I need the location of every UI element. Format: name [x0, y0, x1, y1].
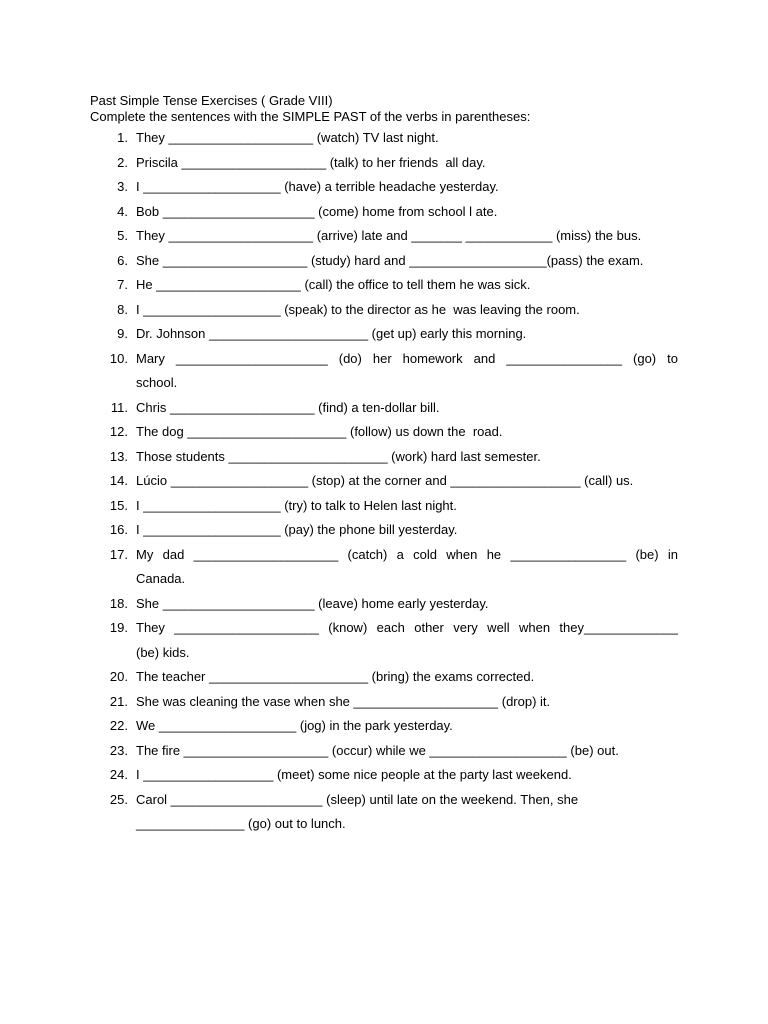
- exercise-number: 14.: [109, 473, 128, 488]
- exercise-line: She _____________________ (leave) home early yesterday.: [136, 595, 489, 611]
- exercise-number: 2.: [117, 154, 128, 170]
- exercise-number: 11.: [110, 399, 128, 415]
- exercise-item: [90, 616, 678, 665]
- exercise-line: Chris ____________________ (find) a ten-dollar bill.: [136, 399, 440, 415]
- exercise-item: [90, 420, 678, 445]
- exercise-item: [90, 249, 678, 274]
- exercise-line: Those students ______________________ (work) hard last semester.: [136, 448, 541, 464]
- exercise-number: 10.: [109, 350, 128, 366]
- exercise-line: school.: [136, 375, 178, 390]
- exercise-number: 24.: [109, 767, 128, 782]
- exercise-line: They ____________________ (arrive) late and _______ ____________ (miss) the bus.: [136, 228, 642, 243]
- exercise-item: [90, 494, 678, 519]
- exercise-number: 20.: [109, 669, 128, 684]
- exercise-item: [90, 298, 678, 323]
- exercise-text: [136, 273, 678, 298]
- exercise-number: 4.: [117, 203, 128, 219]
- exercise-text: [136, 592, 678, 617]
- exercise-number: 22.: [109, 718, 128, 733]
- exercise-item: [90, 200, 678, 225]
- exercise-item: [90, 665, 678, 690]
- exercise-item: [90, 445, 678, 470]
- exercise-text: [136, 420, 678, 445]
- exercise-number: 7.: [117, 277, 128, 292]
- exercise-item: [90, 224, 678, 249]
- exercise-line: They ____________________ (watch) TV last night.: [136, 130, 439, 145]
- exercise-line: Lúcio ___________________ (stop) at the corner and __________________ (call) us.: [136, 473, 634, 488]
- exercise-item: [90, 175, 678, 200]
- exercise-text: [136, 347, 678, 396]
- exercise-line: Bob _____________________ (come) home from school l ate.: [136, 203, 498, 219]
- exercise-text: [136, 126, 678, 151]
- exercise-line: (be) kids.: [136, 644, 190, 660]
- exercise-line: Mary _____________________ (do) her homework and ________________ (go) to: [136, 350, 678, 366]
- exercise-number: 3.: [117, 179, 128, 194]
- exercise-number: 19.: [109, 620, 128, 635]
- exercise-text: [136, 518, 678, 543]
- exercise-number: 6.: [117, 252, 128, 268]
- exercise-line: I ___________________ (try) to talk to Helen last night.: [136, 497, 457, 513]
- exercise-list: [90, 126, 678, 837]
- exercise-line: I ___________________ (pay) the phone bill yesterday.: [136, 522, 458, 537]
- exercise-text: [136, 788, 678, 837]
- exercise-item: [90, 592, 678, 617]
- worksheet-instructions: Complete the sentences with the SIMPLE PAST of the verbs in parentheses:: [90, 109, 531, 124]
- exercise-number: 1.: [117, 130, 128, 145]
- exercise-item: [90, 739, 678, 764]
- exercise-line: She ____________________ (study) hard and ___________________(pass) the exam.: [136, 252, 644, 268]
- exercise-item: [90, 469, 678, 494]
- exercise-text: [136, 690, 678, 715]
- exercise-line: Carol _____________________ (sleep) until late on the weekend. Then, she: [136, 791, 579, 807]
- exercise-text: [136, 714, 678, 739]
- exercise-line: Canada.: [136, 571, 186, 586]
- worksheet-header: [90, 93, 690, 125]
- exercise-number: 16.: [109, 522, 128, 537]
- exercise-text: [136, 469, 678, 494]
- exercise-line: The fire ____________________ (occur) while we ___________________ (be) out.: [136, 742, 619, 758]
- exercise-item: [90, 126, 678, 151]
- exercise-item: [90, 690, 678, 715]
- exercise-number: 12.: [109, 424, 128, 439]
- exercise-number: 18.: [109, 595, 128, 611]
- exercise-line: I __________________ (meet) some nice people at the party last weekend.: [136, 767, 572, 782]
- exercise-item: [90, 347, 678, 396]
- exercise-number: 17.: [109, 546, 128, 562]
- exercise-number: 13.: [109, 448, 128, 464]
- exercise-item: [90, 763, 678, 788]
- exercise-text: [136, 396, 678, 421]
- exercise-number: 25.: [109, 791, 128, 807]
- exercise-number: 21.: [109, 693, 128, 709]
- exercise-text: [136, 445, 678, 470]
- exercise-line: They ____________________ (know) each other very well when they_____________: [136, 620, 678, 635]
- exercise-text: [136, 322, 678, 347]
- exercise-item: [90, 714, 678, 739]
- exercise-number: 5.: [117, 228, 128, 243]
- exercise-item: [90, 396, 678, 421]
- exercise-text: [136, 249, 678, 274]
- exercise-item: [90, 788, 678, 837]
- exercise-line: _______________ (go) out to lunch.: [136, 816, 346, 831]
- exercise-number: 15.: [109, 497, 128, 513]
- exercise-item: [90, 518, 678, 543]
- exercise-line: He ____________________ (call) the office to tell them he was sick.: [136, 277, 531, 292]
- exercise-line: I ___________________ (have) a terrible headache yesterday.: [136, 179, 499, 194]
- exercise-line: The dog ______________________ (follow) us down the road.: [136, 424, 503, 439]
- exercise-text: [136, 739, 678, 764]
- exercise-text: [136, 151, 678, 176]
- exercise-item: [90, 543, 678, 592]
- worksheet-title: Past Simple Tense Exercises ( Grade VIII): [90, 93, 333, 108]
- exercise-text: [136, 200, 678, 225]
- exercise-line: The teacher ______________________ (bring) the exams corrected.: [136, 669, 535, 684]
- exercise-line: We ___________________ (jog) in the park yesterday.: [136, 718, 453, 733]
- exercise-line: I ___________________ (speak) to the director as he was leaving the room.: [136, 301, 580, 317]
- exercise-text: [136, 616, 678, 665]
- exercise-text: [136, 543, 678, 592]
- exercise-item: [90, 322, 678, 347]
- exercise-number: 8.: [117, 301, 128, 317]
- exercise-item: [90, 273, 678, 298]
- exercise-text: [136, 298, 678, 323]
- exercise-number: 9.: [117, 326, 128, 341]
- exercise-line: She was cleaning the vase when she ____________________ (drop) it.: [136, 693, 551, 709]
- exercise-item: [90, 151, 678, 176]
- exercise-text: [136, 175, 678, 200]
- exercise-text: [136, 224, 678, 249]
- exercise-text: [136, 763, 678, 788]
- exercise-number: 23.: [109, 742, 128, 758]
- exercise-line: Priscila ____________________ (talk) to her friends all day.: [136, 154, 486, 170]
- exercise-text: [136, 494, 678, 519]
- exercise-line: My dad ____________________ (catch) a cold when he ________________ (be) in: [136, 546, 678, 562]
- exercise-line: Dr. Johnson ______________________ (get up) early this morning.: [136, 326, 527, 341]
- exercise-text: [136, 665, 678, 690]
